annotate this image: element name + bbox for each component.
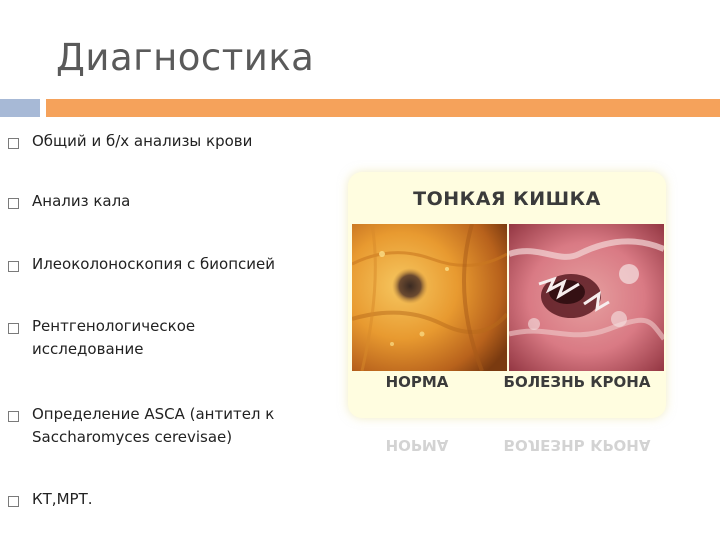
bullet-text: Рентгенологическое исследование — [32, 317, 196, 358]
square-bullet-icon — [8, 138, 19, 149]
figure-heading: ТОНКАЯ КИШКА — [413, 188, 601, 210]
reflection-caption-normal: НОРМА — [385, 436, 449, 454]
bullet-text: Определение ASCA (антител к Saccharomyces cerevisae) — [32, 405, 275, 446]
accent-bar-orange — [46, 99, 720, 117]
crohn-disease-photo — [509, 224, 664, 371]
figure-reflection — [348, 432, 666, 472]
square-bullet-icon — [8, 261, 19, 272]
square-bullet-icon — [8, 411, 19, 422]
square-bullet-icon — [8, 198, 19, 209]
square-bullet-icon — [8, 496, 19, 507]
normal-intestine-photo — [352, 224, 507, 371]
caption-crohn: БОЛЕЗНЬ КРОНА — [503, 373, 651, 391]
square-bullet-icon — [8, 323, 19, 334]
bullet-text: Общий и б/х анализы крови — [32, 132, 253, 150]
caption-normal: НОРМА — [385, 373, 449, 391]
endoscopy-figure — [348, 172, 666, 418]
bullet-text: Анализ кала — [32, 192, 131, 210]
bullet-text: Илеоколоноскопия с биопсией — [32, 255, 276, 273]
reflection-caption-crohn: БОЛЕЗНЬ КРОНА — [503, 436, 651, 454]
slide-title: Диагностика — [56, 36, 315, 79]
accent-bar-blue — [0, 99, 40, 117]
bullet-text: КТ,МРТ. — [32, 490, 93, 508]
